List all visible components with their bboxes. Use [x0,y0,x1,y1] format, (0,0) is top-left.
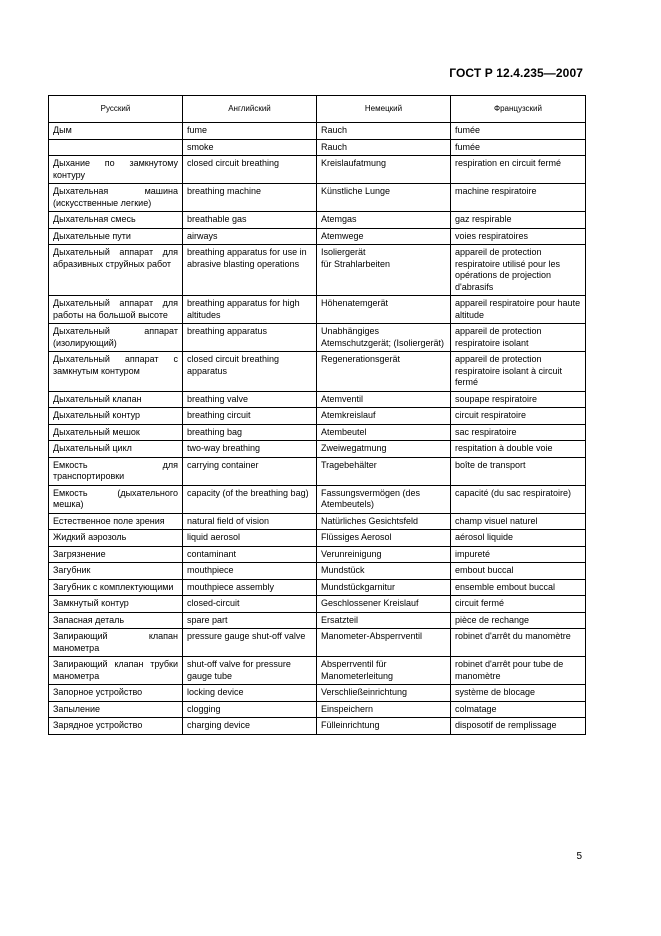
term-cell-french: appareil de protection respiratoire isolant [451,324,586,352]
term-cell-english: mouthpiece assembly [183,579,317,596]
term-cell-russian [49,139,183,156]
table-row [49,485,586,513]
term-cell-french: colmatage [451,701,586,718]
term-cell-english: closed circuit breathing [183,156,317,184]
term-cell-english: two-way breathing [183,441,317,458]
term-cell-french: voies respiratoires [451,228,586,245]
term-cell-french: respitation à double voie [451,441,586,458]
term-cell-english: liquid aerosol [183,530,317,547]
table-row [49,579,586,596]
term-cell-french: circuit fermé [451,596,586,613]
term-cell-french: machine respiratoire [451,184,586,212]
term-cell-russian: Запыление [49,701,183,718]
table-row [49,657,586,685]
table-row [49,457,586,485]
table-row [49,324,586,352]
term-cell-russian: Дыхательная смесь [49,212,183,229]
term-cell-french: champ visuel naturel [451,513,586,530]
term-cell-russian: Запирающий клапан манометра [49,629,183,657]
table-row [49,228,586,245]
term-cell-german: Verunreinigung [317,546,451,563]
term-cell-french: capacité (du sac respiratoire) [451,485,586,513]
term-cell-russian: Дыхательный аппарат с замкнутым контуром [49,352,183,392]
term-cell-russian: Запасная деталь [49,612,183,629]
term-cell-english: airways [183,228,317,245]
term-cell-german: Tragebehälter [317,457,451,485]
table-row [49,212,586,229]
term-cell-french: ensemble embout buccal [451,579,586,596]
table-row [49,563,586,580]
table-row [49,139,586,156]
term-cell-french: gaz respirable [451,212,586,229]
term-cell-german: Atemgas [317,212,451,229]
term-cell-english: mouthpiece [183,563,317,580]
term-cell-english: breathing valve [183,391,317,408]
term-cell-english: clogging [183,701,317,718]
table-row [49,718,586,735]
page-number: 5 [576,851,582,862]
term-cell-french: circuit respiratoire [451,408,586,425]
term-cell-french: boîte de transport [451,457,586,485]
term-cell-russian: Дыхательный контур [49,408,183,425]
document-code: ГОСТ Р 12.4.235—2007 [449,66,583,80]
term-cell-german: Fülleinrichtung [317,718,451,735]
term-cell-russian: Дыхательный цикл [49,441,183,458]
table-row [49,296,586,324]
term-cell-english: locking device [183,685,317,702]
table-row [49,530,586,547]
term-cell-russian: Дыхательный аппарат для абразивных струйных работ [49,245,183,296]
table-row [49,245,586,296]
column-header-french: Французский [451,96,586,123]
term-cell-french: fumée [451,139,586,156]
term-cell-german: Unabhängiges Atemschutzgerät; (Isoliergerät) [317,324,451,352]
term-cell-french: aérosol liquide [451,530,586,547]
term-cell-russian: Загрязнение [49,546,183,563]
term-cell-english: charging device [183,718,317,735]
table-row [49,629,586,657]
term-cell-french: système de blocage [451,685,586,702]
term-cell-russian: Дыхательный аппарат для работы на большой высоте [49,296,183,324]
term-cell-english: capacity (of the breathing bag) [183,485,317,513]
term-cell-russian: Дыхательная машина (искусственные легкие) [49,184,183,212]
column-header-english: Английский [183,96,317,123]
term-cell-german: Regenerationsgerät [317,352,451,392]
term-cell-german: Ersatzteil [317,612,451,629]
term-cell-english: breathing apparatus for high altitudes [183,296,317,324]
term-cell-german: Atemventil [317,391,451,408]
table-row [49,424,586,441]
term-cell-german: Verschließeinrichtung [317,685,451,702]
term-cell-german: Fassungsvermögen (des Atembeutels) [317,485,451,513]
term-cell-english: breathing apparatus for use in abrasive blasting operations [183,245,317,296]
term-cell-french: respiration en circuit fermé [451,156,586,184]
term-cell-english: carrying container [183,457,317,485]
term-cell-russian: Дыхательные пути [49,228,183,245]
term-cell-russian: Запорное устройство [49,685,183,702]
table-row [49,513,586,530]
table-row [49,596,586,613]
term-cell-german: Flüssiges Aerosol [317,530,451,547]
table-row [49,546,586,563]
term-cell-russian: Дыхательный клапан [49,391,183,408]
term-cell-russian: Жидкий аэрозоль [49,530,183,547]
term-cell-german: Mundstückgarnitur [317,579,451,596]
term-cell-english: breathing machine [183,184,317,212]
term-cell-russian: Замкнутый контур [49,596,183,613]
term-cell-german: Atembeutel [317,424,451,441]
term-cell-english: contaminant [183,546,317,563]
term-cell-russian: Емкость для транспортировки [49,457,183,485]
term-cell-english: breathable gas [183,212,317,229]
term-cell-german: Einspeichern [317,701,451,718]
table-row [49,685,586,702]
term-cell-german: Manometer-Absperrventil [317,629,451,657]
term-cell-german: Mundstück [317,563,451,580]
table-row [49,184,586,212]
term-cell-russian: Естественное поле зрения [49,513,183,530]
term-cell-french: embout buccal [451,563,586,580]
term-cell-german: Rauch [317,123,451,140]
term-cell-russian: Дыхательный мешок [49,424,183,441]
table-row [49,701,586,718]
term-cell-french: fumée [451,123,586,140]
term-cell-english: spare part [183,612,317,629]
term-cell-german: Höhenatemgerät [317,296,451,324]
term-cell-french: sac respiratoire [451,424,586,441]
term-cell-english: breathing apparatus [183,324,317,352]
terminology-table [48,95,586,735]
term-cell-french: robinet d'arrêt pour tube de manomètre [451,657,586,685]
table-row [49,156,586,184]
term-cell-russian: Запирающий клапан трубки манометра [49,657,183,685]
table-row [49,123,586,140]
term-cell-russian: Загубник с комплектующими [49,579,183,596]
term-cell-german: Atemkreislauf [317,408,451,425]
term-cell-english: pressure gauge shut-off valve [183,629,317,657]
term-cell-english: breathing circuit [183,408,317,425]
term-cell-german: Künstliche Lunge [317,184,451,212]
term-cell-russian: Загубник [49,563,183,580]
term-cell-english: fume [183,123,317,140]
term-cell-german: Geschlossener Kreislauf [317,596,451,613]
term-cell-french: pièce de rechange [451,612,586,629]
table-row [49,391,586,408]
term-cell-french: soupape respiratoire [451,391,586,408]
column-header-german: Немецкий [317,96,451,123]
term-cell-french: robinet d'arrêt du manomètre [451,629,586,657]
term-cell-german: Isoliergerät für Strahlarbeiten [317,245,451,296]
term-cell-english: closed-circuit [183,596,317,613]
term-cell-french: disposotif de remplissage [451,718,586,735]
term-cell-french: appareil de protection respiratoire utilisé pour les opérations de projection d'abrasifs [451,245,586,296]
term-cell-english: smoke [183,139,317,156]
term-cell-french: appareil respiratoire pour haute altitude [451,296,586,324]
term-cell-english: breathing bag [183,424,317,441]
table-row [49,352,586,392]
table-header-row [49,96,586,123]
term-cell-german: Kreislaufatmung [317,156,451,184]
term-cell-russian: Зарядное устройство [49,718,183,735]
term-cell-french: appareil de protection respiratoire isolant à circuit fermé [451,352,586,392]
term-cell-german: Absperrventil für Manometerleitung [317,657,451,685]
term-cell-english: shut-off valve for pressure gauge tube [183,657,317,685]
term-cell-english: natural field of vision [183,513,317,530]
term-cell-russian: Дыхание по замкнутому контуру [49,156,183,184]
term-cell-german: Natürliches Gesichtsfeld [317,513,451,530]
term-cell-russian: Дыхательный аппарат (изолирующий) [49,324,183,352]
term-cell-french: impureté [451,546,586,563]
term-cell-german: Atemwege [317,228,451,245]
term-cell-english: closed circuit breathing apparatus [183,352,317,392]
table-row [49,441,586,458]
table-row [49,408,586,425]
table-row [49,612,586,629]
term-cell-russian: Дым [49,123,183,140]
term-cell-german: Zweiwegatmung [317,441,451,458]
column-header-russian: Русский [49,96,183,123]
term-cell-german: Rauch [317,139,451,156]
term-cell-russian: Емкость (дыхательного мешка) [49,485,183,513]
table-body [49,123,586,735]
